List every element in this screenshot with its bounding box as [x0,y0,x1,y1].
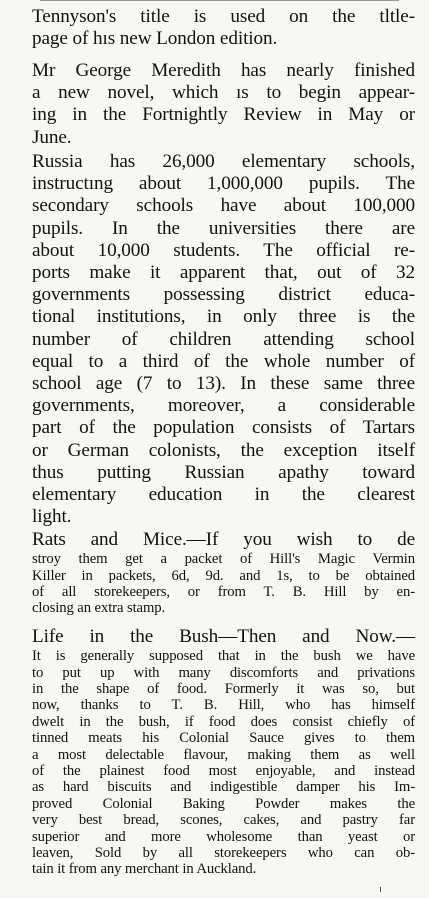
advert-heading: Rats and Mice.—If you wish to de [32,529,415,550]
text-line: part of the population consists of Tartars [32,417,415,439]
text-line: of the plainest food most enjoyable, and instead [32,763,415,780]
text-line: leaven, Sold by all storekeepers who can ob- [32,845,415,862]
text-line: instructıng about 1,000,000 pupils. The [32,173,415,195]
text-line: closing an extra stamp. [32,600,166,617]
text-line: ing in the Fortnightly Review in May or [32,104,415,126]
paragraph-russia [20,151,415,528]
text-line: school age (7 to 13). In these same three [32,373,415,395]
text-line: governments possessing district educa- [32,284,415,306]
advert-heading: Life in the Bush—Then and Now.— [32,626,415,647]
text-line: superior and more wholesome than yeast or [32,828,415,845]
text-line: proved Colonial Baking Powder makes the [32,795,415,812]
text-line: a most delectable flavour, making them as well [32,746,415,763]
text-line: pupils. In the universities there are [32,217,415,239]
text-line: Killer in packets, 6d, 9d. and 1s, to be obtained [32,567,415,584]
text-line: very best bread, scones, cakes, and pastry far [32,812,415,829]
text-line: of all storekeepers, or from T. B. Hill by en- [32,584,415,601]
text-line: dwelt in the bush, if food does consist chiefly of [32,713,415,730]
text-line: It is generally supposed that in the bush we have [32,648,415,665]
text-line: governments, moreover, a considerable [32,395,415,417]
top-rule [40,0,399,4]
text-line: elementary education in the clearest [32,484,415,506]
text-line: Russia has 26,000 elementary schools, [32,151,415,172]
text-line: as hard biscuits and indigestible damper his Im- [32,779,415,796]
text-line: now, thanks to T. B. Hill, who has himself [32,697,415,714]
text-line: tain it from any merchant in Auckland. [32,861,257,878]
text-line: a new novel, which ıs to begin appear- [32,82,415,104]
text-line: equal to a third of the whole number of [32,350,415,372]
text-line: light. [32,506,72,528]
text-line: about 10,000 students. The official re- [32,239,415,261]
text-line: or German colonists, the exception itself [32,439,415,461]
text-line: thus putting Russian apathy toward [32,461,415,483]
text-line: Tennyson's title is used on the tltle- [32,6,415,27]
text-line: ports make it apparent that, out of 32 [32,262,415,284]
column-end-mark [380,887,381,892]
text-line: Mr George Meredith has nearly finished [32,60,415,81]
paragraph-meredith [20,60,415,149]
text-line: secondary schools have about 100,000 [32,195,415,217]
text-line: tional institutions, in only three is the [32,306,415,328]
paragraph-tennyson [20,6,415,50]
text-line: tinned meats his Colonial Sauce gives to them [32,730,415,747]
text-line: number of children attending school [32,328,415,350]
text-line: in the shape of food. Formerly it was so, but [32,681,415,698]
text-line: June. [32,126,72,148]
paragraph-life-in-the-bush [20,626,415,878]
text-line: to put up with many discomforts and privations [32,664,415,681]
text-line: stroy them get a packet of Hill's Magic Vermin [32,551,415,568]
text-line: page of hıs new London edition. [32,28,278,50]
paragraph-rats-and-mice [20,529,415,617]
